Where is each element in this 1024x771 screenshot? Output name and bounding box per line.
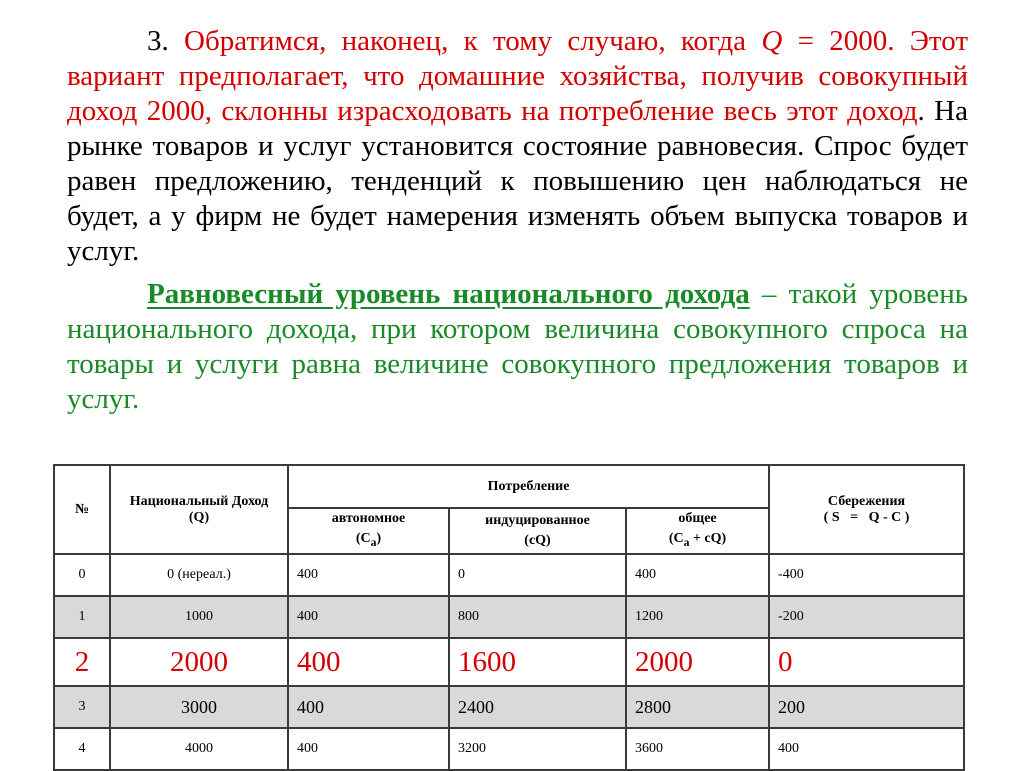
variable-q: Q xyxy=(761,25,783,57)
cell-savings: -200 xyxy=(769,596,964,638)
cell-income: 1000 xyxy=(110,596,288,638)
cell-savings: 200 xyxy=(769,686,964,728)
cell-savings: 0 xyxy=(769,638,964,686)
cell-savings: -400 xyxy=(769,554,964,596)
cell-autonomous: 400 xyxy=(288,728,449,770)
text-block xyxy=(67,24,968,417)
red-text-1: Обратимся, наконец, к тому случаю, когда xyxy=(184,25,747,57)
red-text-2: = 2000. Этот вариант предполагает, что домашние хозяйства, получив совокупный доход 2000, склонны израсходовать на потребление весь этот доход xyxy=(67,25,969,127)
cell-induced: 0 xyxy=(449,554,626,596)
definition-text: – такой уровень национального дохода, при котором величина совокупного спроса на товары и услуги равна величине совокупного предложения товаров и услуг. xyxy=(67,278,968,415)
cell-number: 0 xyxy=(54,554,110,596)
cell-total: 2800 xyxy=(626,686,769,728)
table-row xyxy=(54,554,964,596)
cell-number: 3 xyxy=(54,686,110,728)
cell-induced: 2400 xyxy=(449,686,626,728)
cell-autonomous: 400 xyxy=(288,554,449,596)
header-income: Национальный Доход (Q) xyxy=(110,465,288,554)
table-row xyxy=(54,686,964,728)
definition-term: Равновесный уровень национального дохода xyxy=(147,278,750,310)
cell-number: 4 xyxy=(54,728,110,770)
header-consumption: Потребление xyxy=(288,465,769,508)
cell-income: 4000 xyxy=(110,728,288,770)
cell-total: 2000 xyxy=(626,638,769,686)
cell-income: 0 (нереал.) xyxy=(110,554,288,596)
cell-induced: 1600 xyxy=(449,638,626,686)
cell-savings: 400 xyxy=(769,728,964,770)
cell-total: 1200 xyxy=(626,596,769,638)
cell-number: 1 xyxy=(54,596,110,638)
cell-autonomous: 400 xyxy=(288,596,449,638)
cell-total: 3600 xyxy=(626,728,769,770)
header-induced: индуцированное (cQ) xyxy=(449,508,626,554)
cell-total: 400 xyxy=(626,554,769,596)
table-row xyxy=(54,596,964,638)
paragraph-number: 3. xyxy=(147,25,169,57)
income-table xyxy=(53,464,965,771)
cell-income: 2000 xyxy=(110,638,288,686)
paragraph-definition xyxy=(67,277,968,417)
cell-autonomous: 400 xyxy=(288,686,449,728)
cell-number: 2 xyxy=(54,638,110,686)
table-row-highlighted xyxy=(54,638,964,686)
table-row xyxy=(54,728,964,770)
cell-income: 3000 xyxy=(110,686,288,728)
cell-autonomous: 400 xyxy=(288,638,449,686)
cell-induced: 3200 xyxy=(449,728,626,770)
header-row-1 xyxy=(54,465,964,508)
header-number: № xyxy=(54,465,110,554)
paragraph-case-3 xyxy=(67,24,968,269)
header-autonomous: автономное $(C_a)$ xyxy=(288,508,449,554)
header-savings: Сбережения ( S = Q - C ) xyxy=(769,465,964,554)
cell-induced: 800 xyxy=(449,596,626,638)
black-text: . На рынке товаров и услуг установится состояние равновесия. Спрос будет равен предложению, тенденций к повышению цен наблюдаться не будет, а у фирм не будет намерения изменять объем выпуска товаров и услуг. xyxy=(67,95,968,267)
header-total: общее $(C_a + cQ)$ xyxy=(626,508,769,554)
